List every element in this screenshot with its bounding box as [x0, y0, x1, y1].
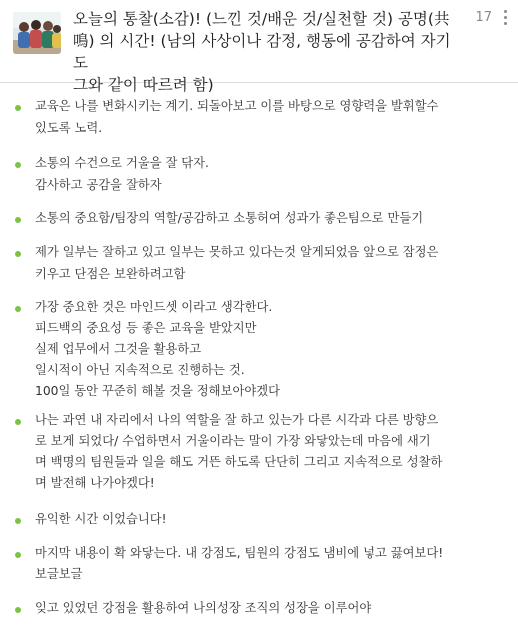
title-line: 그와 같이 따르려 함) [73, 76, 214, 94]
bullet-icon [15, 306, 21, 312]
bullet-icon [15, 162, 21, 168]
bullet-icon [15, 251, 21, 257]
comment-count: 17 [475, 10, 492, 25]
item-text: 가장 중요한 것은 마인드셋 이라고 생각한다. [35, 300, 273, 314]
post-title [73, 8, 463, 96]
item-text: 유익한 시간 이었습니다! [35, 512, 167, 526]
item-text: 감사하고 공감을 잘하자 [35, 178, 162, 192]
item-text: 마지막 내용이 확 와닿는다. 내 강점도, 팀원의 강점도 냄비에 넣고 끓여보다! [35, 546, 444, 560]
item-text: 제가 일부는 잘하고 있고 일부는 못하고 있다는것 알게되었음 앞으로 잠정은 [35, 245, 439, 259]
item-text: 교육은 나를 변화시키는 계기. 되돌아보고 이를 바탕으로 영향력을 발휘할수 [35, 99, 439, 113]
item-text: 소통의 수건으로 거울을 잘 닦자. [35, 156, 209, 170]
item-text: 며 발전해 나가야겠다! [35, 476, 155, 490]
item-text: 며 백명의 팀원들과 일을 해도 거뜬 하도록 단단히 그리고 지속적으로 성찰하 [35, 455, 443, 469]
title-line: 오늘의 통찰(소감)! (느낀 것/배운 것/실천할 것) 공명(共 [73, 10, 450, 28]
item-text: 잊고 있었던 강점을 활용하여 나의성장 조직의 성장을 이루어야 [35, 601, 372, 615]
item-text: 보글보글 [35, 567, 83, 581]
item-text: 100일 동안 꾸준히 해볼 것을 정해보아야겠다 [35, 384, 280, 398]
bullet-icon [15, 518, 21, 524]
bullet-icon [15, 419, 21, 425]
post-header [0, 0, 518, 94]
group-photo-thumbnail[interactable] [13, 12, 61, 54]
item-text: 소통의 중요함/팀장의 역할/공감하고 소통허여 성과가 좋은팀으로 만들기 [35, 211, 424, 225]
item-text: 피드백의 중요성 등 좋은 교육을 받았지만 [35, 321, 257, 335]
title-line: 鳴) 의 시간! (남의 사상이나 감정, 행동에 공감하여 자기도 [73, 32, 451, 72]
item-text: 키우고 단점은 보완하려고함 [35, 267, 186, 281]
bullet-icon [15, 105, 21, 111]
item-text: 로 보게 되었다/ 수업하면서 거울이라는 말이 가장 와닿았는데 마음에 새기 [35, 434, 431, 448]
group-photo-icon [13, 12, 61, 54]
item-text: 나는 과연 내 자리에서 나의 역할을 잘 하고 있는가 다른 시각과 다른 방향으 [35, 413, 439, 427]
more-vertical-icon[interactable] [499, 8, 511, 28]
item-text: 있도록 노력. [35, 121, 103, 135]
bullet-icon [15, 607, 21, 613]
item-text: 실제 업무에서 그것을 활용하고 [35, 342, 202, 356]
bullet-icon [15, 217, 21, 223]
bullet-icon [15, 552, 21, 558]
item-text: 일시적이 아닌 지속적으로 진행하는 것. [35, 363, 245, 377]
